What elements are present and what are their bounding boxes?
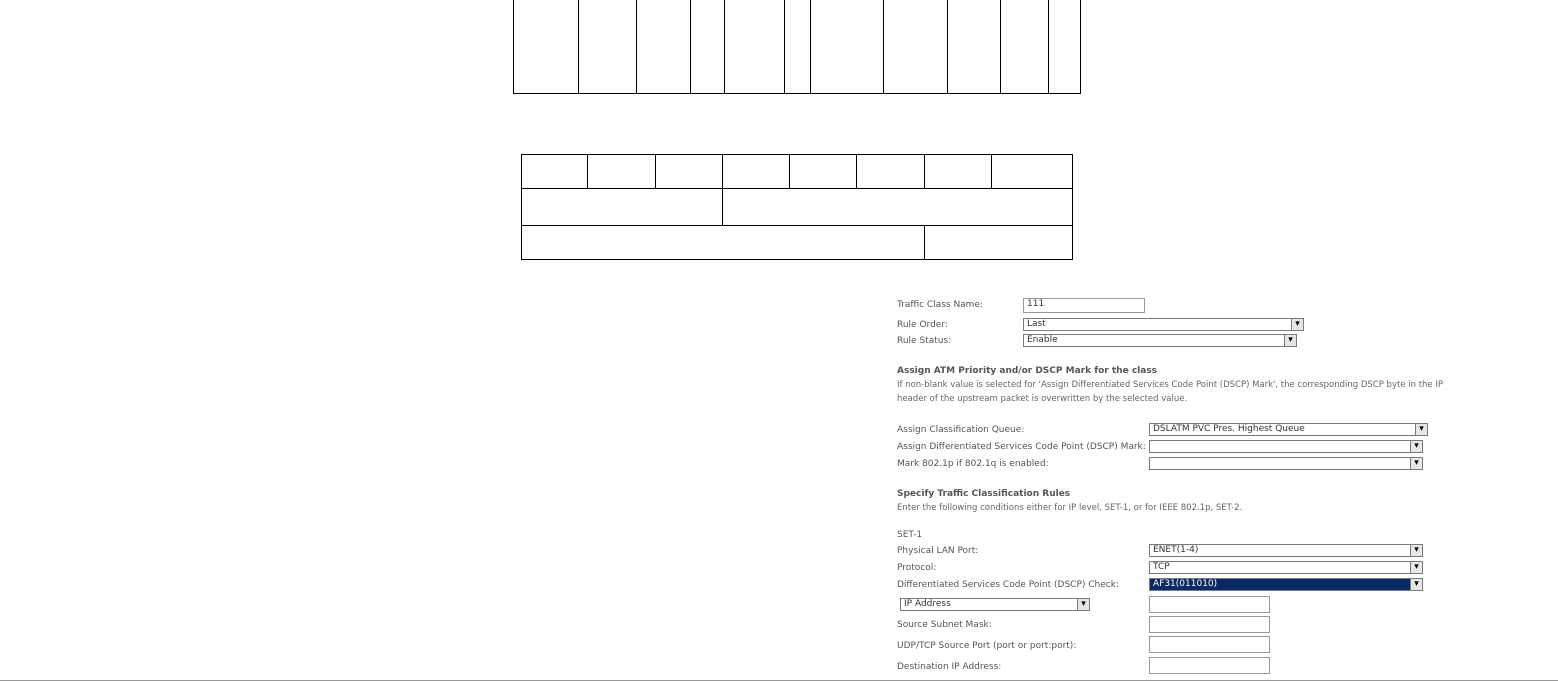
top-grid-table xyxy=(513,0,1081,94)
ip-address-type-select[interactable]: IP Address ▾ xyxy=(900,598,1090,611)
ip-address-input[interactable] xyxy=(1149,596,1270,613)
traffic-class-name-label: Traffic Class Name: xyxy=(897,300,984,310)
grid-cell xyxy=(637,0,691,94)
grid-cell xyxy=(588,155,655,189)
grid-cell xyxy=(722,155,789,189)
grid-cell xyxy=(514,0,579,94)
protocol-select[interactable]: TCP ▾ xyxy=(1149,561,1423,574)
grid-cell xyxy=(884,0,948,94)
grid-cell xyxy=(810,0,883,94)
grid-cell xyxy=(924,225,1072,259)
physical-lan-port-label: Physical LAN Port: xyxy=(897,546,979,556)
set1-title: SET-1 xyxy=(897,530,923,540)
destination-ip-label: Destination IP Address: xyxy=(897,662,1002,672)
dscp-check-label: Differentiated Services Code Point (DSCP) Check: xyxy=(897,580,1119,590)
grid-cell xyxy=(1001,0,1049,94)
grid-cell xyxy=(947,0,1001,94)
middle-grid-table xyxy=(521,154,1073,260)
grid-cell xyxy=(857,155,924,189)
dscp-check-select[interactable]: AF31(011010) ▾ xyxy=(1149,578,1423,591)
grid-cell xyxy=(655,155,722,189)
source-port-input[interactable] xyxy=(1149,636,1270,653)
rule-order-label: Rule Order: xyxy=(897,320,948,330)
grid-cell xyxy=(522,155,588,189)
mark-8021p-label: Mark 802.1p if 802.1q is enabled: xyxy=(897,459,1049,469)
destination-ip-input[interactable] xyxy=(1149,657,1270,674)
classification-queue-label: Assign Classification Queue: xyxy=(897,425,1025,435)
physical-lan-port-select[interactable]: ENET(1-4) ▾ xyxy=(1149,544,1423,557)
grid-cell xyxy=(785,0,811,94)
rules-section-text: Enter the following conditions either for IP level, SET-1, or for IEEE 802.1p, SET-2. xyxy=(897,503,1243,513)
grid-cell xyxy=(924,155,991,189)
grid-cell xyxy=(1049,0,1081,94)
source-subnet-mask-input[interactable] xyxy=(1149,616,1270,633)
source-port-label: UDP/TCP Source Port (port or port:port): xyxy=(897,641,1077,651)
assign-section-title: Assign ATM Priority and/or DSCP Mark for the class xyxy=(897,366,1158,376)
source-subnet-mask-label: Source Subnet Mask: xyxy=(897,620,992,630)
rule-status-label: Rule Status: xyxy=(897,336,952,346)
grid-cell xyxy=(690,0,725,94)
grid-cell xyxy=(725,0,785,94)
assign-section-text-1: If non-blank value is selected for 'Assign Differentiated Services Code Point (DSCP) Mark', the corresponding DSCP byte in the IP xyxy=(897,380,1443,390)
grid-cell xyxy=(578,0,637,94)
grid-cell xyxy=(522,189,723,225)
classification-queue-select[interactable]: DSLATM PVC Pres. Highest Queue ▾ xyxy=(1149,423,1428,436)
rules-section-title: Specify Traffic Classification Rules xyxy=(897,489,1071,499)
grid-cell xyxy=(722,189,1072,225)
dscp-mark-label: Assign Differentiated Services Code Point (DSCP) Mark: xyxy=(897,442,1146,452)
page-bottom-divider xyxy=(0,680,1558,681)
grid-cell xyxy=(522,225,925,259)
assign-section-text-2: header of the upstream packet is overwritten by the selected value. xyxy=(897,394,1188,404)
dscp-mark-select[interactable] xyxy=(1149,440,1423,453)
traffic-class-name-input[interactable]: 111 xyxy=(1023,298,1145,313)
mark-8021p-select[interactable] xyxy=(1149,457,1423,470)
rule-status-select[interactable]: Enable ▾ xyxy=(1023,334,1297,347)
grid-cell xyxy=(790,155,857,189)
protocol-label: Protocol: xyxy=(897,563,937,573)
grid-cell xyxy=(991,155,1072,189)
rule-order-select[interactable]: Last ▾ xyxy=(1023,318,1304,331)
